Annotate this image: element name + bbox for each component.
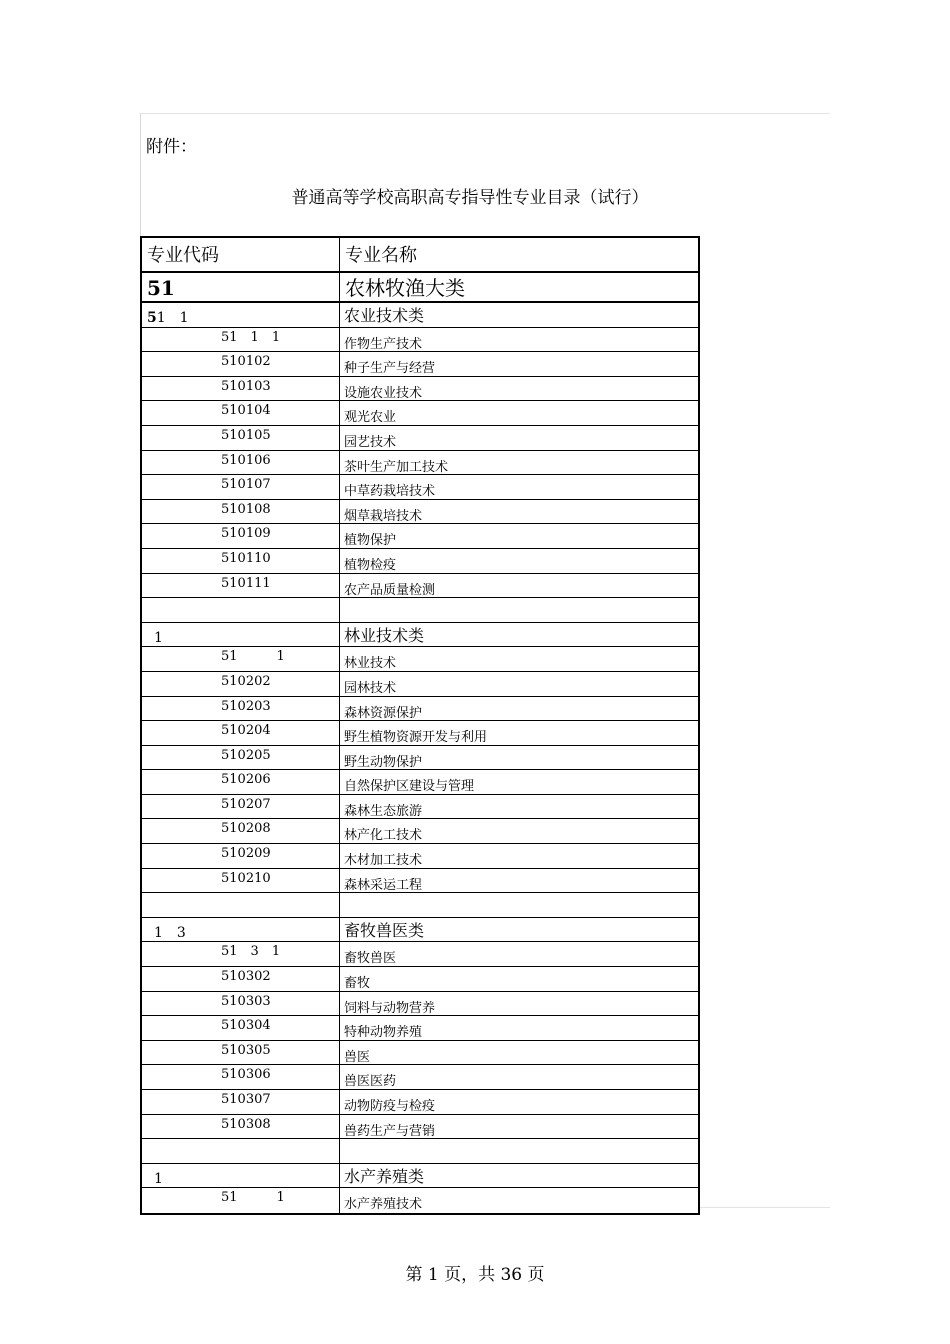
major-name: 植物保护 (344, 533, 397, 549)
table-row (142, 549, 698, 574)
category-code-rest: 1 (154, 629, 163, 646)
table-row (142, 377, 698, 402)
spacer-row (142, 893, 698, 918)
major-name: 烟草栽培技术 (344, 508, 423, 524)
category-name: 畜牧兽医类 (344, 920, 425, 940)
category-row (142, 303, 698, 328)
header-name: 专业名称 (345, 245, 417, 266)
spacer-row (142, 1139, 698, 1164)
spacer-name-cell (340, 893, 698, 917)
major-name: 森林资源保护 (344, 705, 423, 721)
major-code: 510308 (142, 1115, 340, 1139)
category-name: 农业技术类 (344, 306, 425, 325)
attachment-label: 附件： (146, 137, 197, 157)
table-row (142, 500, 698, 525)
table-row (142, 992, 698, 1017)
major-code: 510103 (142, 377, 340, 401)
table-row (142, 1065, 698, 1090)
table-row (142, 1188, 698, 1213)
spacer-row (142, 598, 698, 623)
category-code (142, 1164, 340, 1188)
major-name: 林产化工技术 (344, 828, 423, 844)
major-code: 510307 (142, 1090, 340, 1114)
major-code: 510206 (142, 770, 340, 794)
top-category-name: 农林牧渔大类 (345, 276, 465, 300)
major-code: 510105 (142, 426, 340, 450)
major-name: 作物生产技术 (344, 336, 423, 352)
category-name: 林业技术类 (344, 625, 425, 645)
spacer-code-cell (142, 598, 340, 622)
major-catalog-table (140, 236, 700, 1215)
major-name: 植物检疫 (344, 557, 397, 573)
table-row (142, 819, 698, 844)
major-code: 510208 (142, 819, 340, 843)
table-row (142, 352, 698, 377)
major-name: 茶叶生产加工技术 (344, 459, 449, 475)
major-code: 510302 (142, 967, 340, 991)
major-code: 510210 (142, 869, 340, 893)
major-code: 510202 (142, 672, 340, 696)
category-code-rest: 1 (154, 1170, 163, 1187)
major-name: 森林采运工程 (344, 877, 423, 893)
table-row (142, 426, 698, 451)
major-code: 51 1 (142, 647, 340, 671)
table-row (142, 1115, 698, 1140)
major-code: 510203 (142, 697, 340, 721)
table-row (142, 721, 698, 746)
major-name: 中草药栽培技术 (344, 484, 436, 500)
frame-line-left (140, 113, 141, 237)
major-code: 510209 (142, 844, 340, 868)
major-name: 森林生态旅游 (344, 803, 423, 819)
category-code-rest: 1 1 (156, 310, 189, 326)
major-name: 设施农业技术 (344, 385, 423, 401)
major-code: 510102 (142, 352, 340, 376)
frame-line-bottom (700, 1207, 830, 1208)
major-name: 种子生产与经营 (344, 361, 436, 377)
major-name: 野生植物资源开发与利用 (344, 730, 488, 746)
major-name: 林业技术 (344, 656, 397, 672)
table-row (142, 1016, 698, 1041)
major-code: 51 1 (142, 1188, 340, 1213)
major-name: 特种动物养殖 (344, 1025, 423, 1041)
major-code: 51 1 1 (142, 328, 340, 352)
table-row (142, 328, 698, 353)
major-code: 510306 (142, 1065, 340, 1089)
major-name: 园林技术 (344, 680, 397, 696)
table-row (142, 967, 698, 992)
major-code: 510111 (142, 574, 340, 598)
table-row (142, 451, 698, 476)
spacer-name-cell (340, 598, 698, 622)
table-row (142, 647, 698, 672)
major-code: 510304 (142, 1016, 340, 1040)
major-name: 木材加工技术 (344, 853, 423, 869)
category-code-rest: 1 3 (154, 924, 186, 941)
major-name: 动物防疫与检疫 (344, 1099, 436, 1114)
major-code: 510108 (142, 500, 340, 524)
table-row (142, 746, 698, 771)
major-name: 兽医 (344, 1049, 371, 1065)
major-name: 园艺技术 (344, 434, 397, 450)
table-row (142, 697, 698, 722)
table-row (142, 401, 698, 426)
header-code: 专业代码 (142, 238, 340, 271)
major-name: 野生动物保护 (344, 754, 423, 770)
table-row (142, 1041, 698, 1066)
major-code: 510305 (142, 1041, 340, 1065)
major-name: 畜牧兽医 (344, 951, 397, 967)
major-name: 农产品质量检测 (344, 582, 436, 598)
major-name: 观光农业 (344, 410, 397, 426)
table-row (142, 1090, 698, 1115)
table-row (142, 672, 698, 697)
table-row (142, 844, 698, 869)
table-row (142, 475, 698, 500)
category-name: 水产养殖类 (344, 1166, 425, 1186)
page-footer: 第 1 页，共 36 页 (405, 1265, 545, 1285)
spacer-name-cell (340, 1139, 698, 1163)
major-name: 兽医医药 (344, 1074, 397, 1090)
major-code: 51 3 1 (142, 942, 340, 966)
table-row (142, 869, 698, 894)
major-code: 510204 (142, 721, 340, 745)
major-code: 510205 (142, 746, 340, 770)
top-category-row (142, 273, 698, 303)
major-code: 510107 (142, 475, 340, 499)
major-code: 510207 (142, 795, 340, 819)
table-row (142, 770, 698, 795)
major-code: 510303 (142, 992, 340, 1016)
category-code (142, 303, 340, 327)
category-row (142, 918, 698, 943)
table-row (142, 942, 698, 967)
major-name: 畜牧 (344, 976, 371, 992)
major-name: 水产养殖技术 (344, 1197, 423, 1213)
table-header-row (142, 238, 698, 273)
category-code-lead: 5 (147, 310, 157, 326)
major-code: 510104 (142, 401, 340, 425)
table-row (142, 524, 698, 549)
table-row (142, 574, 698, 599)
major-code: 510106 (142, 451, 340, 475)
category-code (142, 918, 340, 942)
category-row (142, 1164, 698, 1189)
major-code: 510110 (142, 549, 340, 573)
major-name: 兽药生产与营销 (344, 1123, 436, 1139)
table-row (142, 795, 698, 820)
major-code: 510109 (142, 524, 340, 548)
spacer-code-cell (142, 1139, 340, 1163)
frame-line-top (140, 113, 830, 114)
major-name: 饲料与动物营养 (344, 1000, 436, 1016)
category-code (142, 623, 340, 647)
major-name: 自然保护区建设与管理 (344, 779, 475, 795)
top-category-code: 51 (142, 273, 340, 301)
spacer-code-cell (142, 893, 340, 917)
category-row (142, 623, 698, 648)
document-title: 普通高等学校高职高专指导性专业目录（试行） (291, 188, 649, 208)
